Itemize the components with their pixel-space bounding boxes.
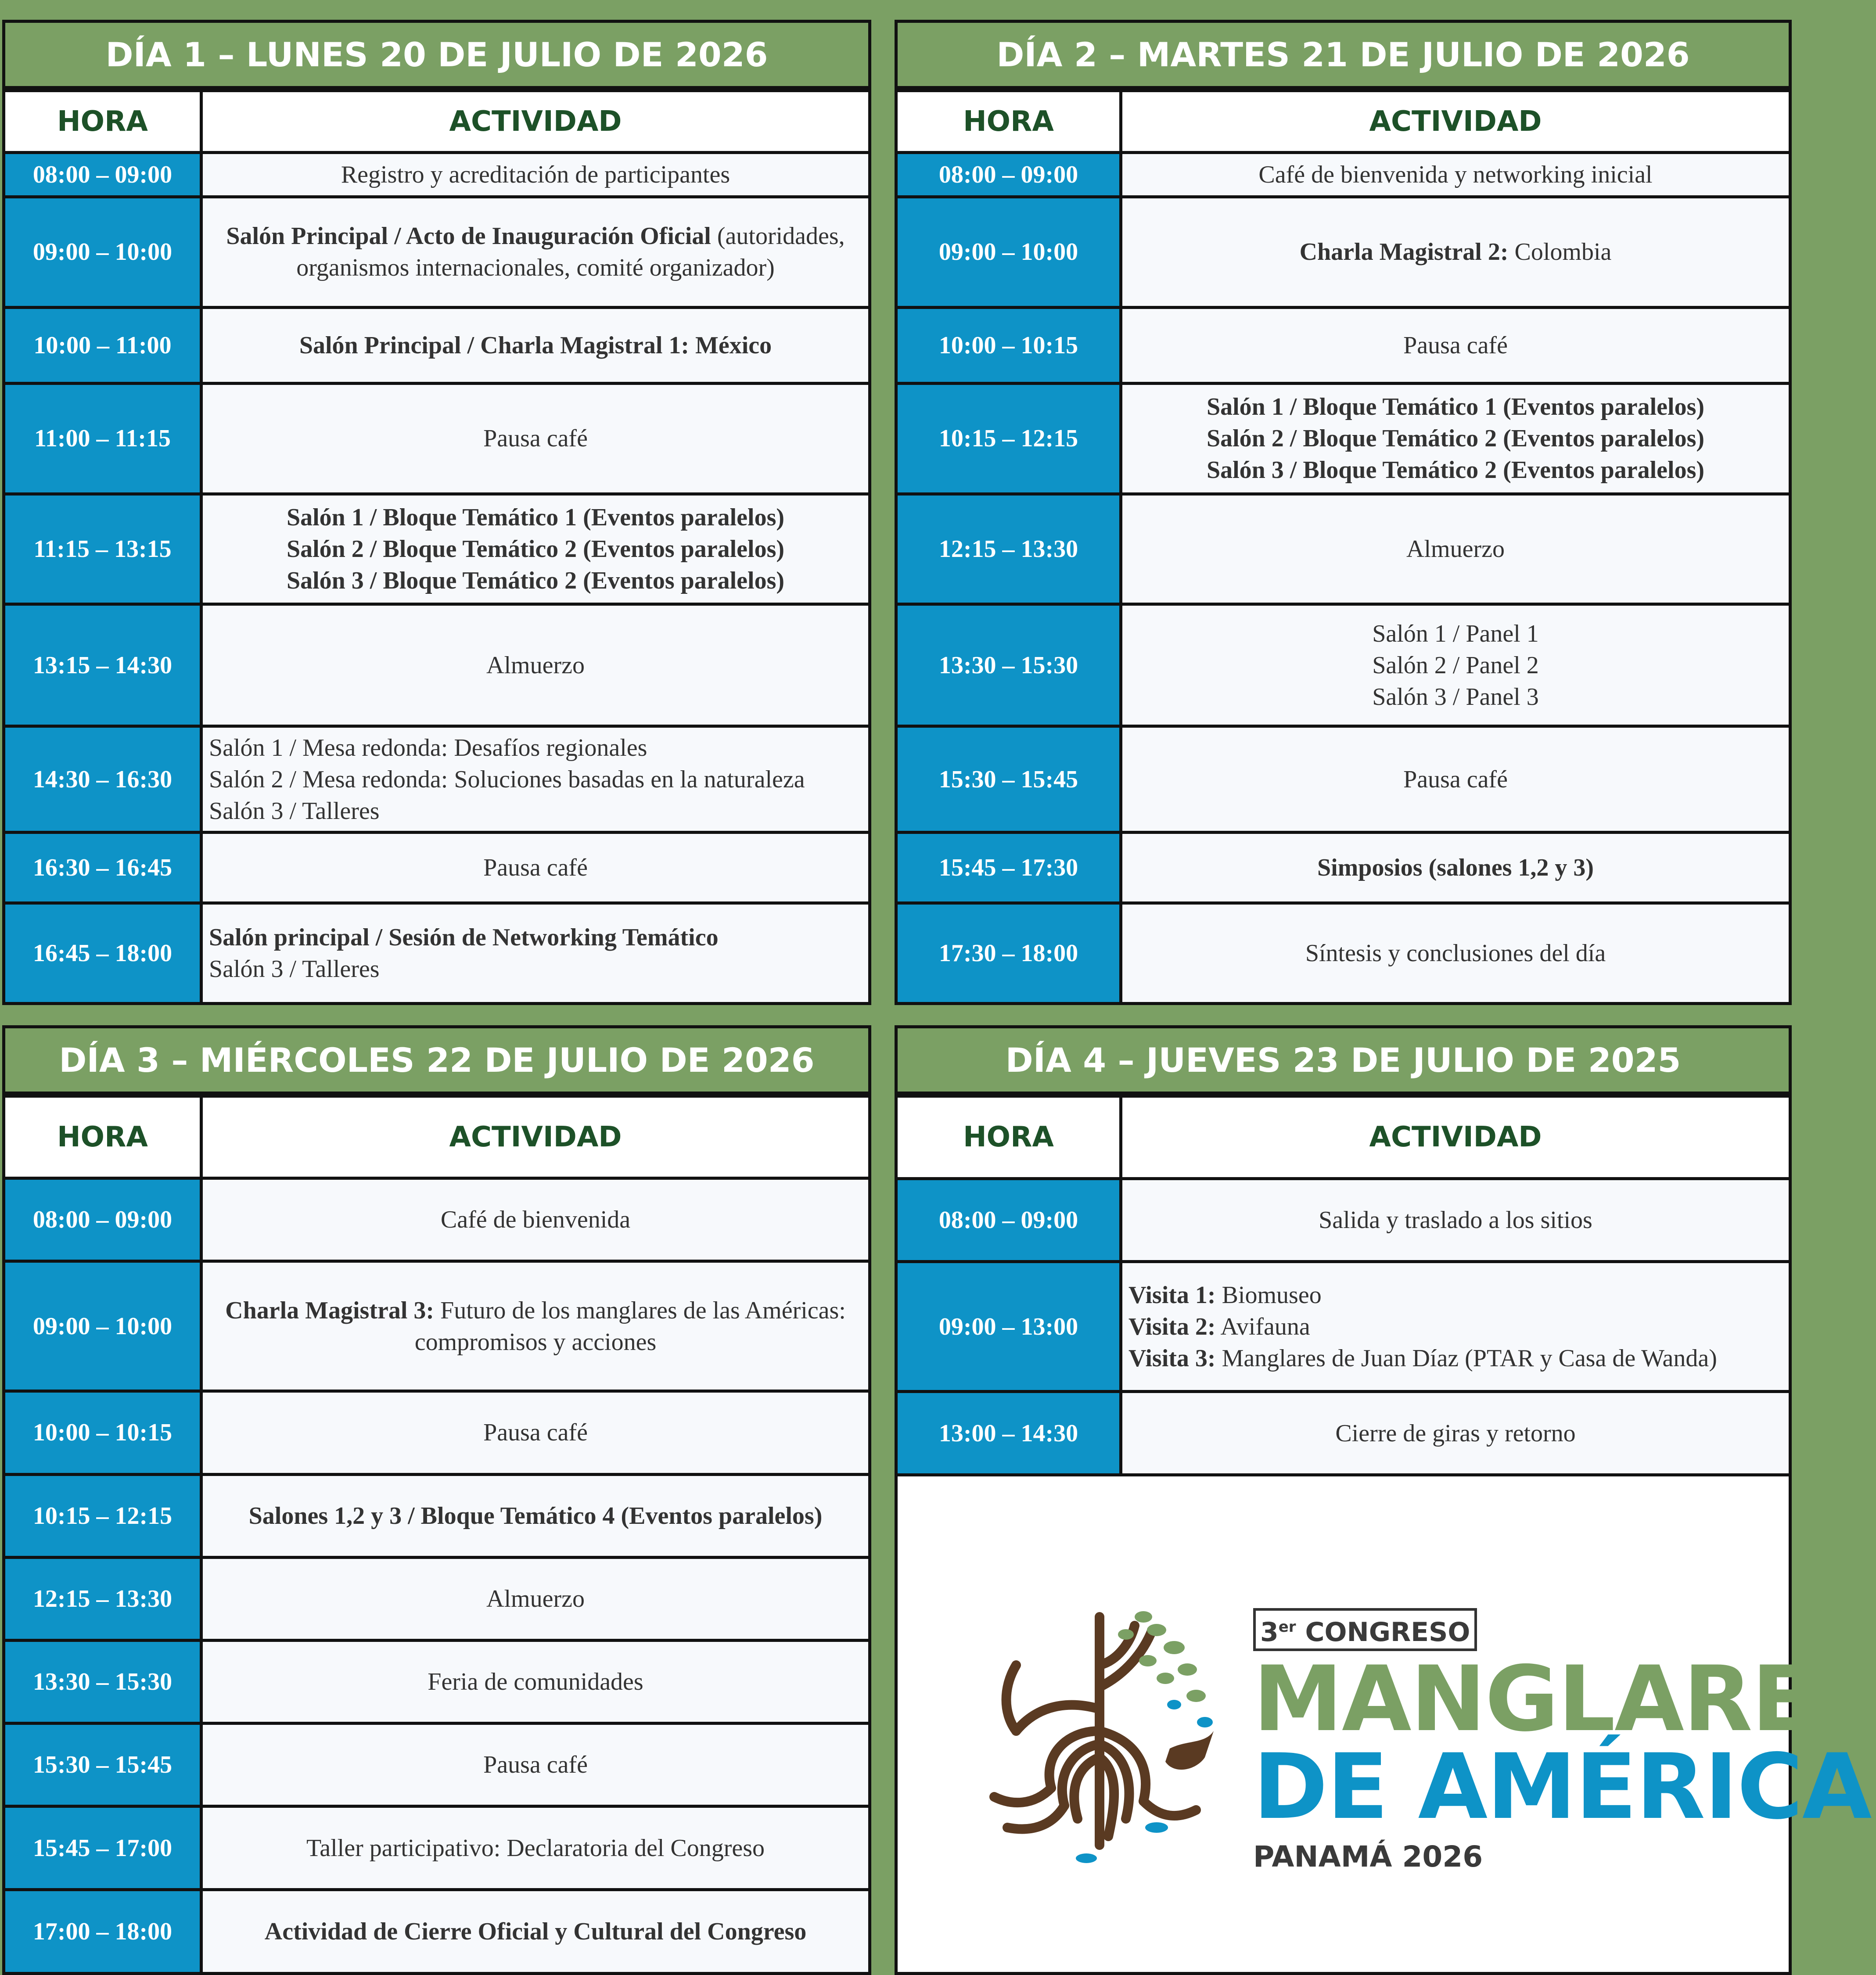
activity-text: Salón 3 / Talleres (209, 797, 380, 825)
time-cell: 10:00 – 10:15 (4, 1391, 201, 1474)
activity-bold: Salón Principal / Acto de Inauguración Oficial (226, 223, 711, 250)
activity-line (1128, 681, 1783, 713)
time-cell: 16:30 – 16:45 (4, 833, 201, 903)
activity-text: Avifauna (1215, 1313, 1310, 1340)
activity-cell (1121, 383, 1790, 494)
hora-header: HORA (896, 1096, 1121, 1179)
activity-line (209, 732, 862, 764)
activity-line (209, 1583, 862, 1615)
activity-text: Almuerzo (1406, 535, 1505, 563)
schedule-row (4, 1641, 870, 1724)
activity-text: Pausa café (483, 425, 588, 452)
activity-text: Cierre de giras y retorno (1335, 1419, 1576, 1447)
activity-bold: Simposios (salones 1,2 y 3) (1317, 854, 1594, 882)
activity-cell (201, 1261, 870, 1391)
time-cell: 11:00 – 11:15 (4, 383, 201, 494)
activity-text: Salón 2 / Mesa redonda: Soluciones basadas en la naturaleza (209, 765, 805, 793)
activity-text: Salida y traslado a los sitios (1319, 1206, 1592, 1234)
activity-bold: Salón 1 / Bloque Temático 1 (Eventos paralelos) (1206, 393, 1705, 421)
schedule-table (895, 1095, 1792, 1476)
activity-cell (201, 494, 870, 604)
activity-cell (201, 903, 870, 1004)
actividad-header: ACTIVIDAD (201, 91, 870, 153)
schedule-row (4, 153, 870, 197)
activity-cell (201, 604, 870, 726)
time-cell: 10:15 – 12:15 (896, 383, 1121, 494)
time-cell: 12:15 – 13:30 (896, 494, 1121, 604)
schedule-row (4, 1261, 870, 1391)
activity-line (209, 764, 862, 795)
activity-text: Pausa café (1403, 765, 1508, 793)
activity-cell (1121, 494, 1790, 604)
activity-cell (201, 1641, 870, 1724)
activity-line (209, 565, 862, 596)
time-cell: 08:00 – 09:00 (4, 1178, 201, 1261)
time-cell: 08:00 – 09:00 (896, 153, 1121, 197)
time-cell: 09:00 – 10:00 (4, 197, 201, 307)
activity-line (1128, 1418, 1783, 1449)
activity-cell (201, 153, 870, 197)
schedule-table (895, 89, 1792, 1005)
activity-text: Salón 1 / Panel 1 (1372, 620, 1539, 647)
activity-cell (201, 383, 870, 494)
activity-cell (1121, 903, 1790, 1004)
schedule-table (2, 89, 871, 1005)
schedule-row (896, 1262, 1790, 1392)
activity-cell (201, 1889, 870, 1973)
activity-bold: Visita 2: (1128, 1313, 1216, 1340)
activity-line (1128, 159, 1783, 190)
hora-header: HORA (896, 91, 1121, 153)
activity-bold: Salón 1 / Bloque Temático 1 (Eventos paralelos) (286, 504, 785, 531)
time-cell: 15:30 – 15:45 (4, 1724, 201, 1806)
schedule-row (4, 833, 870, 903)
time-cell: 17:30 – 18:00 (896, 903, 1121, 1004)
schedule-row (4, 307, 870, 383)
time-cell: 08:00 – 09:00 (896, 1178, 1121, 1262)
activity-text: Salón 3 / Talleres (209, 955, 380, 983)
activity-cell (201, 197, 870, 307)
activity-line (1128, 1204, 1783, 1236)
schedule-row (896, 1178, 1790, 1262)
activity-cell (201, 307, 870, 383)
activity-text: Futuro de los manglares de las Américas: compromisos y acciones (414, 1296, 846, 1356)
schedule-row (4, 1474, 870, 1557)
schedule-row (4, 383, 870, 494)
activity-line (209, 159, 862, 190)
activity-line (1128, 454, 1783, 486)
activity-line (1128, 236, 1783, 268)
day-title: DÍA 2 – MARTES 21 DE JULIO DE 2026 (895, 20, 1792, 89)
activity-line (209, 1204, 862, 1235)
activity-text: Salón 1 / Mesa redonda: Desafíos regionales (209, 734, 647, 761)
day-3-panel (2, 1025, 871, 1975)
activity-text: Café de bienvenida (440, 1206, 631, 1234)
activity-cell (1121, 1178, 1790, 1262)
activity-line (1128, 764, 1783, 795)
schedule-row (4, 1889, 870, 1973)
schedule-row (4, 1806, 870, 1889)
activity-line (209, 1295, 862, 1358)
time-cell: 09:00 – 10:00 (896, 197, 1121, 307)
schedule-table (2, 1095, 871, 1975)
schedule-row (896, 383, 1790, 494)
activity-line (209, 795, 862, 827)
activity-bold: Salón principal / Sesión de Networking Temático (209, 924, 719, 952)
schedule-row (896, 903, 1790, 1004)
activity-text: Café de bienvenida y networking inicial (1258, 161, 1653, 188)
activity-line (209, 953, 862, 985)
activity-cell (201, 1391, 870, 1474)
schedule-row (4, 903, 870, 1004)
activity-cell (201, 1724, 870, 1806)
schedule-row (4, 494, 870, 604)
activity-line (209, 423, 862, 454)
activity-text: Salón 2 / Panel 2 (1372, 651, 1539, 679)
activity-line (1128, 852, 1783, 883)
activity-text: Registro y acreditación de participantes (341, 161, 730, 188)
mangrove-logo-icon (968, 1599, 1240, 1871)
activity-cell (1121, 726, 1790, 833)
day-1-panel (2, 20, 871, 1005)
activity-bold: Visita 3: (1128, 1344, 1216, 1372)
time-cell: 13:30 – 15:30 (4, 1641, 201, 1724)
activity-cell (1121, 1262, 1790, 1392)
time-cell: 15:30 – 15:45 (896, 726, 1121, 833)
activity-line (1128, 1343, 1783, 1374)
activity-text: Colombia (1508, 238, 1612, 266)
activity-line (209, 650, 862, 681)
activity-cell (201, 1557, 870, 1640)
time-cell: 14:30 – 16:30 (4, 726, 201, 833)
activity-line (209, 1916, 862, 1947)
activity-line (1128, 391, 1783, 423)
actividad-header: ACTIVIDAD (201, 1096, 870, 1178)
time-cell: 15:45 – 17:00 (4, 1806, 201, 1889)
activity-text: Salón 3 / Panel 3 (1372, 683, 1539, 711)
activity-text: Pausa café (483, 1751, 588, 1779)
activity-line (209, 1749, 862, 1781)
activity-cell (201, 1178, 870, 1261)
activity-text: Biomuseo (1215, 1281, 1322, 1309)
schedule-row (896, 833, 1790, 903)
schedule-row (4, 1178, 870, 1261)
activity-text: Síntesis y conclusiones del día (1305, 940, 1606, 967)
day-title: DÍA 4 – JUEVES 23 DE JULIO DE 2025 (895, 1025, 1792, 1095)
time-cell: 09:00 – 13:00 (896, 1262, 1121, 1392)
schedule-row (4, 604, 870, 726)
actividad-header: ACTIVIDAD (1121, 91, 1790, 153)
actividad-header: ACTIVIDAD (1121, 1096, 1790, 1179)
time-cell: 13:30 – 15:30 (896, 604, 1121, 726)
schedule-row (4, 197, 870, 307)
activity-bold: Salón 2 / Bloque Temático 2 (Eventos paralelos) (286, 535, 785, 563)
schedule-row (896, 604, 1790, 726)
logo-title-line1: MANGLARES (1253, 1647, 1876, 1752)
activity-cell (201, 1806, 870, 1889)
time-cell: 17:00 – 18:00 (4, 1889, 201, 1973)
activity-line (1128, 330, 1783, 361)
activity-text: Pausa café (483, 1419, 588, 1447)
time-cell: 08:00 – 09:00 (4, 153, 201, 197)
hora-header: HORA (4, 1096, 201, 1178)
activity-line (1128, 937, 1783, 969)
time-cell: 10:00 – 11:00 (4, 307, 201, 383)
activity-bold: Salón 3 / Bloque Temático 2 (Eventos paralelos) (286, 567, 785, 594)
schedule-row (896, 494, 1790, 604)
activity-line (209, 1666, 862, 1698)
activity-line (1128, 533, 1783, 565)
schedule-row (4, 726, 870, 833)
hora-header: HORA (4, 91, 201, 153)
activity-cell (1121, 197, 1790, 307)
activity-bold: Salón Principal / Charla Magistral 1: México (299, 331, 772, 359)
schedule-row (896, 1392, 1790, 1475)
activity-text: (autoridades, organismos internacionales, comité organizador) (296, 223, 845, 282)
activity-line (209, 220, 862, 284)
activity-line (209, 1417, 862, 1448)
activity-bold: Charla Magistral 3: (225, 1296, 435, 1324)
schedule-row (896, 726, 1790, 833)
schedule-row (896, 153, 1790, 197)
activity-cell (201, 1474, 870, 1557)
time-cell: 16:45 – 18:00 (4, 903, 201, 1004)
time-cell: 12:15 – 13:30 (4, 1557, 201, 1640)
activity-text: Manglares de Juan Díaz (PTAR y Casa de Wanda) (1215, 1344, 1717, 1372)
schedule-row (4, 1557, 870, 1640)
schedule-row (4, 1391, 870, 1474)
activity-line (1128, 423, 1783, 454)
activity-line (209, 330, 862, 361)
activity-text: Taller participativo: Declaratoria del Congreso (306, 1834, 765, 1862)
activity-bold: Salón 2 / Bloque Temático 2 (Eventos paralelos) (1206, 425, 1705, 452)
day-title: DÍA 3 – MIÉRCOLES 22 DE JULIO DE 2026 (2, 1025, 871, 1095)
day-4-panel (895, 1025, 1876, 1975)
logo-place-year: PANAMÁ 2026 (1253, 1840, 1483, 1874)
activity-bold: Salones 1,2 y 3 / Bloque Temático 4 (Eventos paralelos) (248, 1502, 823, 1530)
logo-title-line2: DE AMÉRICA (1253, 1735, 1871, 1839)
activity-line (1128, 1311, 1783, 1343)
activity-line (209, 852, 862, 883)
time-cell: 15:45 – 17:30 (896, 833, 1121, 903)
activity-cell (1121, 153, 1790, 197)
activity-cell (201, 726, 870, 833)
activity-line (1128, 618, 1783, 650)
activity-text: Pausa café (1403, 331, 1508, 359)
activity-line (209, 1500, 862, 1532)
activity-line (209, 533, 862, 565)
activity-text: Pausa café (483, 854, 588, 882)
activity-bold: Charla Magistral 2: (1299, 238, 1509, 266)
time-cell: 10:00 – 10:15 (896, 307, 1121, 383)
activity-cell (1121, 307, 1790, 383)
activity-line (209, 922, 862, 953)
time-cell: 09:00 – 10:00 (4, 1261, 201, 1391)
logo-area (895, 1476, 1876, 1975)
activity-bold: Visita 1: (1128, 1281, 1216, 1309)
activity-cell (1121, 1392, 1790, 1475)
activity-line (209, 502, 862, 533)
activity-bold: Actividad de Cierre Oficial y Cultural del Congreso (264, 1918, 807, 1945)
activity-line (1128, 1279, 1783, 1311)
time-cell: 13:15 – 14:30 (4, 604, 201, 726)
activity-line (209, 1832, 862, 1864)
day-2-panel (895, 20, 1792, 1005)
activity-text: Feria de comunidades (428, 1668, 643, 1696)
activity-text: Almuerzo (486, 1585, 585, 1612)
activity-cell (201, 833, 870, 903)
activity-cell (1121, 604, 1790, 726)
time-cell: 13:00 – 14:30 (896, 1392, 1121, 1475)
time-cell: 10:15 – 12:15 (4, 1474, 201, 1557)
activity-line (1128, 650, 1783, 681)
logo-congreso-badge: 3er CONGRESO (1253, 1608, 1477, 1651)
schedule-row (4, 1724, 870, 1806)
activity-cell (1121, 833, 1790, 903)
schedule-row (896, 307, 1790, 383)
time-cell: 11:15 – 13:15 (4, 494, 201, 604)
activity-text: Almuerzo (486, 651, 585, 679)
activity-bold: Salón 3 / Bloque Temático 2 (Eventos paralelos) (1206, 456, 1705, 484)
day-title: DÍA 1 – LUNES 20 DE JULIO DE 2026 (2, 20, 871, 89)
schedule-row (896, 197, 1790, 307)
